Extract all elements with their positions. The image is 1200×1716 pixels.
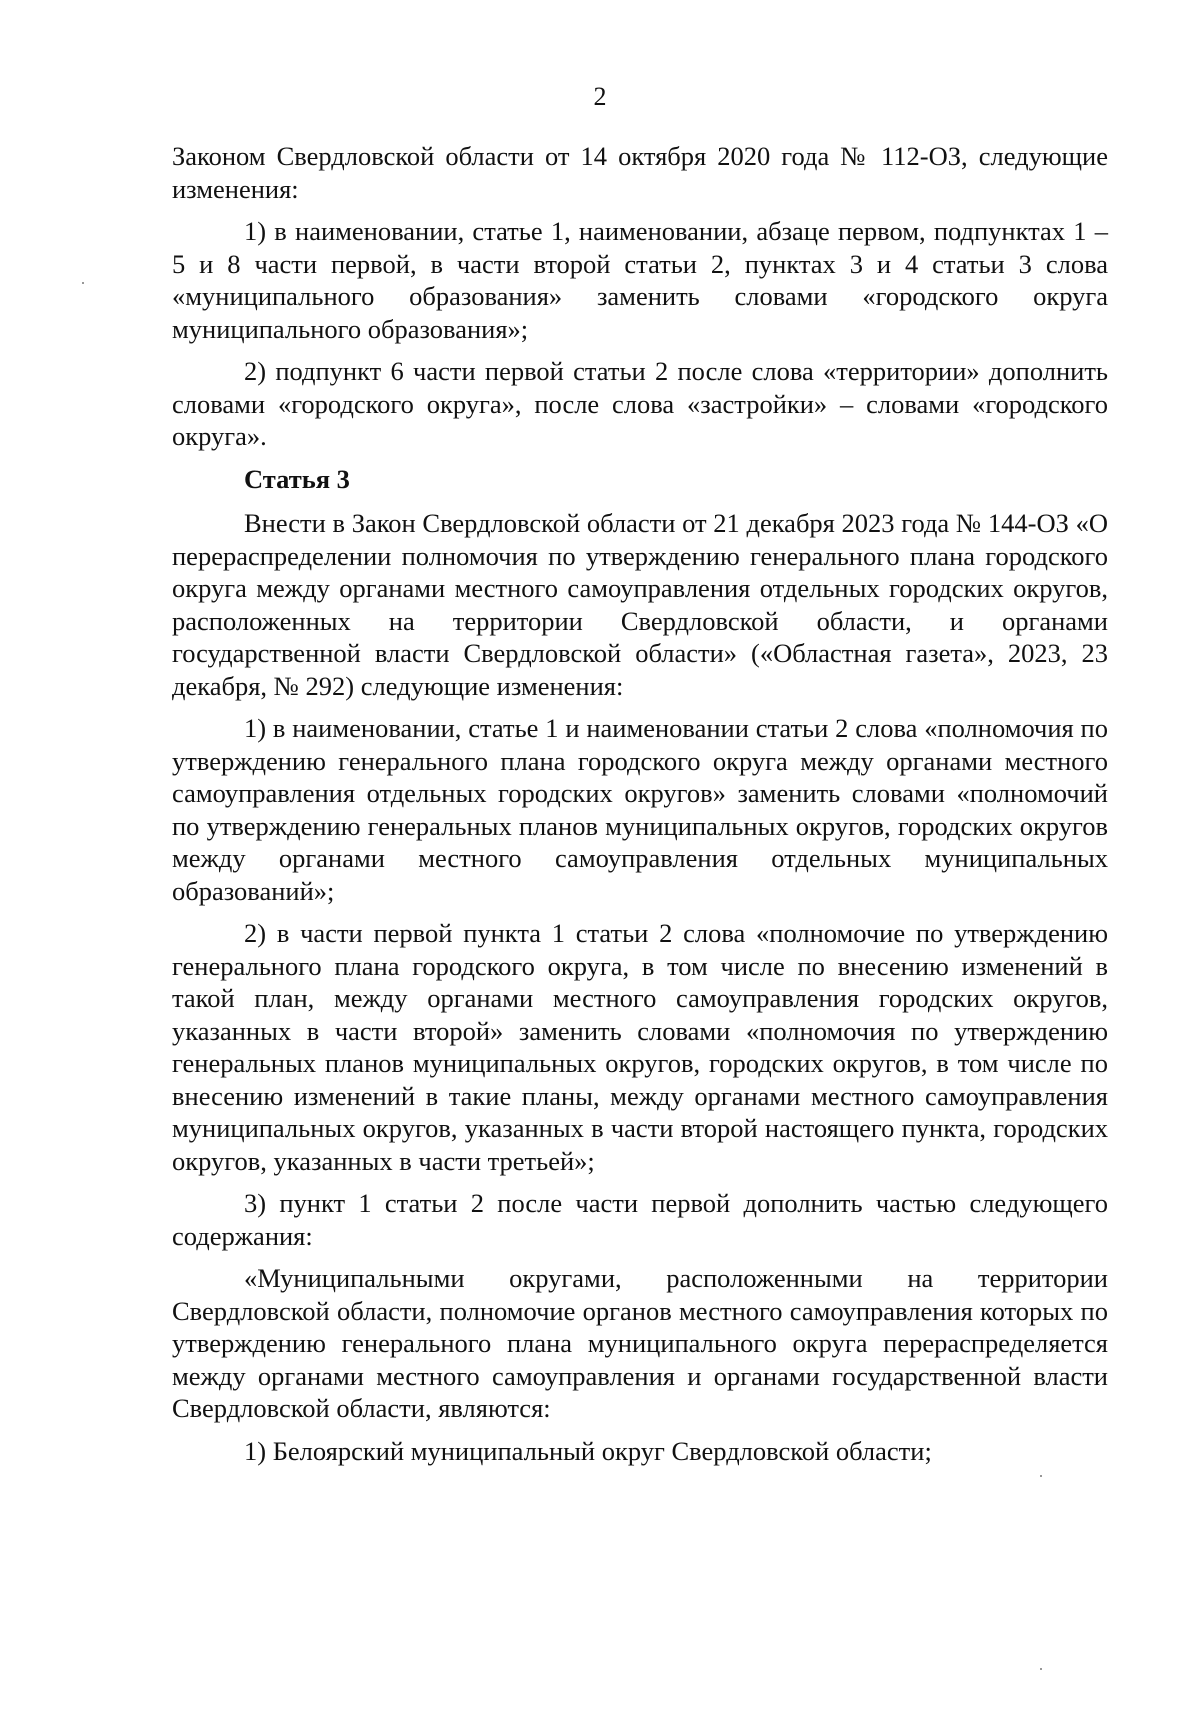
paragraph-change-1: 1) в наименовании, статье 1, наименовании, абзаце первом, подпунктах 1 – 5 и 8 части первой, в части второй статьи 2, пунктах 3 и 4 статьи 3 слова «муниципального образования» заменить словами «городского округа муниципального образования»; bbox=[172, 216, 1108, 344]
paragraph-quoted-text: «Муниципальными округами, расположенными на территории Свердловской области, полномочие органов местного самоуправления которых по утверждению генерального плана муниципального округа перераспределяется между органами местного самоуправления и органами государственной власти Свердловской области, являются: bbox=[172, 1263, 1108, 1423]
scan-speck bbox=[1040, 1668, 1042, 1670]
paragraph-article-3-change-1: 1) в наименовании, статье 1 и наименовании статьи 2 слова «полномочия по утверждению генерального плана городского округа между органами местного самоуправления отдельных городских округов» заменить словами «полномочий по утверждению генеральных планов муниципальных округов, городских округов между органами местного самоуправления отдельных муниципальных образований»; bbox=[172, 713, 1108, 906]
paragraph-article-3-intro: Внести в Закон Свердловской области от 21 декабря 2023 года № 144-ОЗ «О перераспределении полномочия по утверждению генерального плана городского округа между органами местного самоуправления отдельных городских округов, расположенных на территории Свердловской области, и органами государственной власти Свердловской области» («Областная газета», 2023, 23 декабря, № 292) следующие изменения: bbox=[172, 508, 1108, 701]
article-heading: Статья 3 bbox=[244, 463, 350, 494]
paragraph-article-3-change-3: 3) пункт 1 статьи 2 после части первой дополнить частью следующего содержания: bbox=[172, 1188, 1108, 1251]
scan-speck bbox=[1040, 1475, 1042, 1477]
page-number: 2 bbox=[593, 82, 607, 111]
document-body bbox=[172, 140, 1108, 1477]
scan-speck bbox=[82, 282, 84, 284]
paragraph-article-3-change-2: 2) в части первой пункта 1 статьи 2 слова «полномочие по утверждению генерального плана городского округа, в том числе по внесению изменений в такой план, между органами местного самоуправления городских округов, указанных в части второй» заменить словами «полномочия по утверждению генеральных планов муниципальных округов, городских округов, в том числе по внесению изменений в такие планы, между органами местного самоуправления муниципальных округов, указанных в части второй настоящего пункта, городских округов, указанных в части третьей»; bbox=[172, 918, 1108, 1176]
paragraph-list-item-1: 1) Белоярский муниципальный округ Свердловской области; bbox=[244, 1435, 932, 1466]
paragraph-law-continuation: Законом Свердловской области от 14 октября 2020 года № 112-ОЗ, следующие изменения: bbox=[172, 141, 1108, 204]
paragraph-change-2: 2) подпункт 6 части первой статьи 2 после слова «территории» дополнить словами «городского округа», после слова «застройки» – словами «городского округа». bbox=[172, 356, 1108, 451]
